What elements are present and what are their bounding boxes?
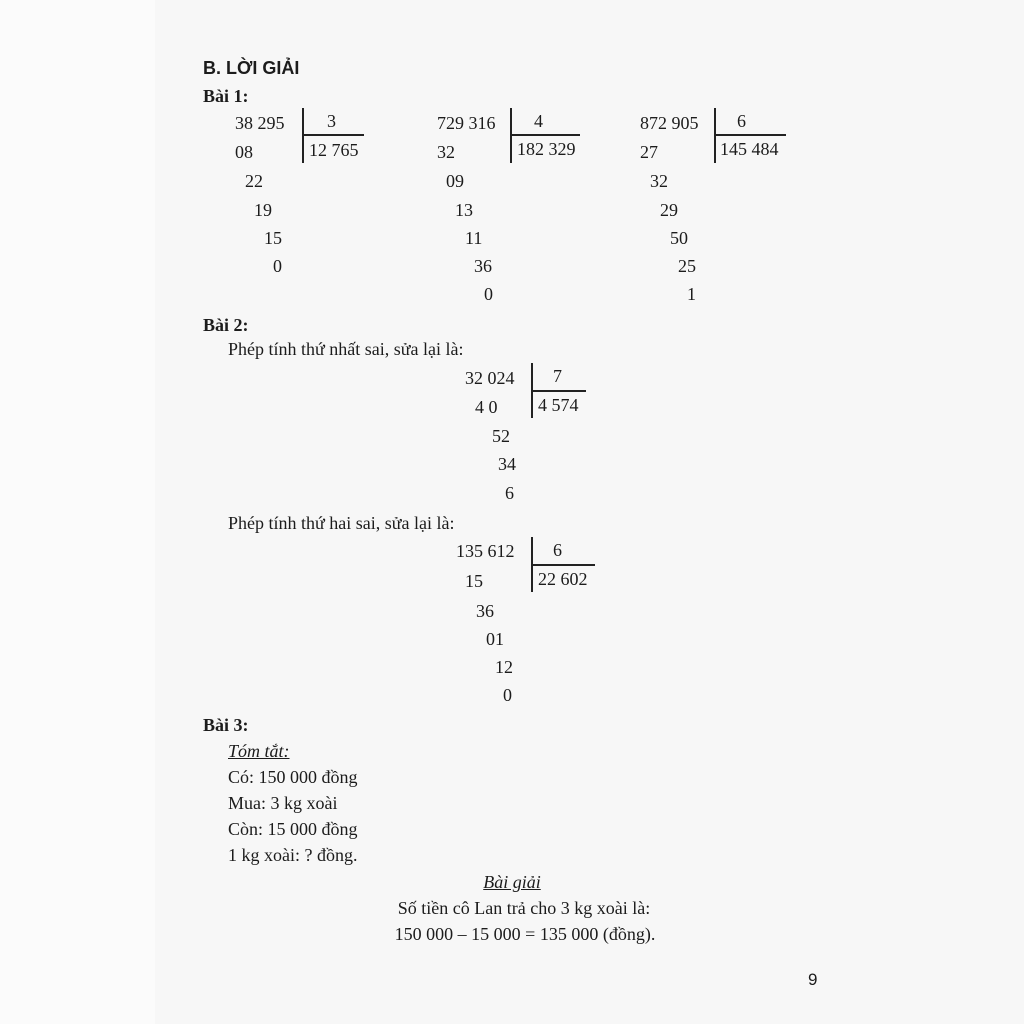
step: 08	[235, 142, 253, 162]
summary-line: Có: 150 000 đồng	[228, 767, 358, 787]
step: 1	[687, 284, 696, 304]
section-heading: B. LỜI GIẢI	[203, 58, 300, 78]
division-bar-vertical	[714, 108, 716, 163]
division-bar-horizontal	[714, 134, 786, 136]
division-bar-horizontal	[510, 134, 580, 136]
step: 0	[503, 685, 512, 705]
summary-line: Còn: 15 000 đồng	[228, 819, 358, 839]
step: 0	[484, 284, 493, 304]
step: 52	[492, 426, 510, 446]
step: 0	[273, 256, 282, 276]
step: 32	[650, 171, 668, 191]
summary-line: 1 kg xoài: ? đồng.	[228, 845, 358, 865]
divisor: 6	[553, 540, 562, 560]
dividend: 38 295	[235, 113, 285, 133]
summary-title: Tóm tắt:	[228, 741, 290, 761]
step: 25	[678, 256, 696, 276]
exercise-3-label: Bài 3:	[203, 715, 249, 735]
divisor: 7	[553, 366, 562, 386]
step: 01	[486, 629, 504, 649]
summary-line: Mua: 3 kg xoài	[228, 793, 338, 813]
step: 29	[660, 200, 678, 220]
step: 32	[437, 142, 455, 162]
step: 34	[498, 454, 516, 474]
step: 12	[495, 657, 513, 677]
exercise-2-line-1: Phép tính thứ nhất sai, sửa lại là:	[228, 339, 464, 359]
page-margin	[0, 0, 155, 1024]
step: 11	[465, 228, 483, 248]
step: 36	[476, 601, 494, 621]
exercise-2-line-2: Phép tính thứ hai sai, sửa lại là:	[228, 513, 455, 533]
quotient: 182 329	[517, 139, 576, 159]
division-bar-horizontal	[531, 390, 586, 392]
solution-title: Bài giải	[483, 872, 541, 892]
quotient: 4 574	[538, 395, 579, 415]
page-number: 9	[808, 970, 818, 989]
step: 13	[455, 200, 473, 220]
division-bar-vertical	[510, 108, 512, 163]
divisor: 3	[327, 111, 336, 131]
exercise-2-label: Bài 2:	[203, 315, 249, 335]
step: 15	[264, 228, 282, 248]
step: 27	[640, 142, 658, 162]
dividend: 135 612	[456, 541, 515, 561]
step: 22	[245, 171, 263, 191]
divisor: 4	[534, 111, 543, 131]
solution-line-2: 150 000 – 15 000 = 135 000 (đồng).	[394, 924, 656, 944]
quotient: 22 602	[538, 569, 588, 589]
quotient: 12 765	[309, 140, 359, 160]
step: 6	[505, 483, 514, 503]
page	[155, 0, 1024, 1024]
division-bar-horizontal	[302, 134, 364, 136]
divisor: 6	[737, 111, 746, 131]
step: 36	[474, 256, 492, 276]
division-bar-vertical	[302, 108, 304, 163]
quotient: 145 484	[720, 139, 779, 159]
exercise-1-label: Bài 1:	[203, 86, 249, 106]
dividend: 32 024	[465, 368, 515, 388]
step: 19	[254, 200, 272, 220]
dividend: 872 905	[640, 113, 699, 133]
dividend: 729 316	[437, 113, 496, 133]
step: 15	[465, 571, 483, 591]
step: 4 0	[475, 397, 498, 417]
division-bar-horizontal	[531, 564, 595, 566]
solution-line-1: Số tiền cô Lan trả cho 3 kg xoài là:	[397, 898, 651, 918]
step: 50	[670, 228, 688, 248]
step: 09	[446, 171, 464, 191]
